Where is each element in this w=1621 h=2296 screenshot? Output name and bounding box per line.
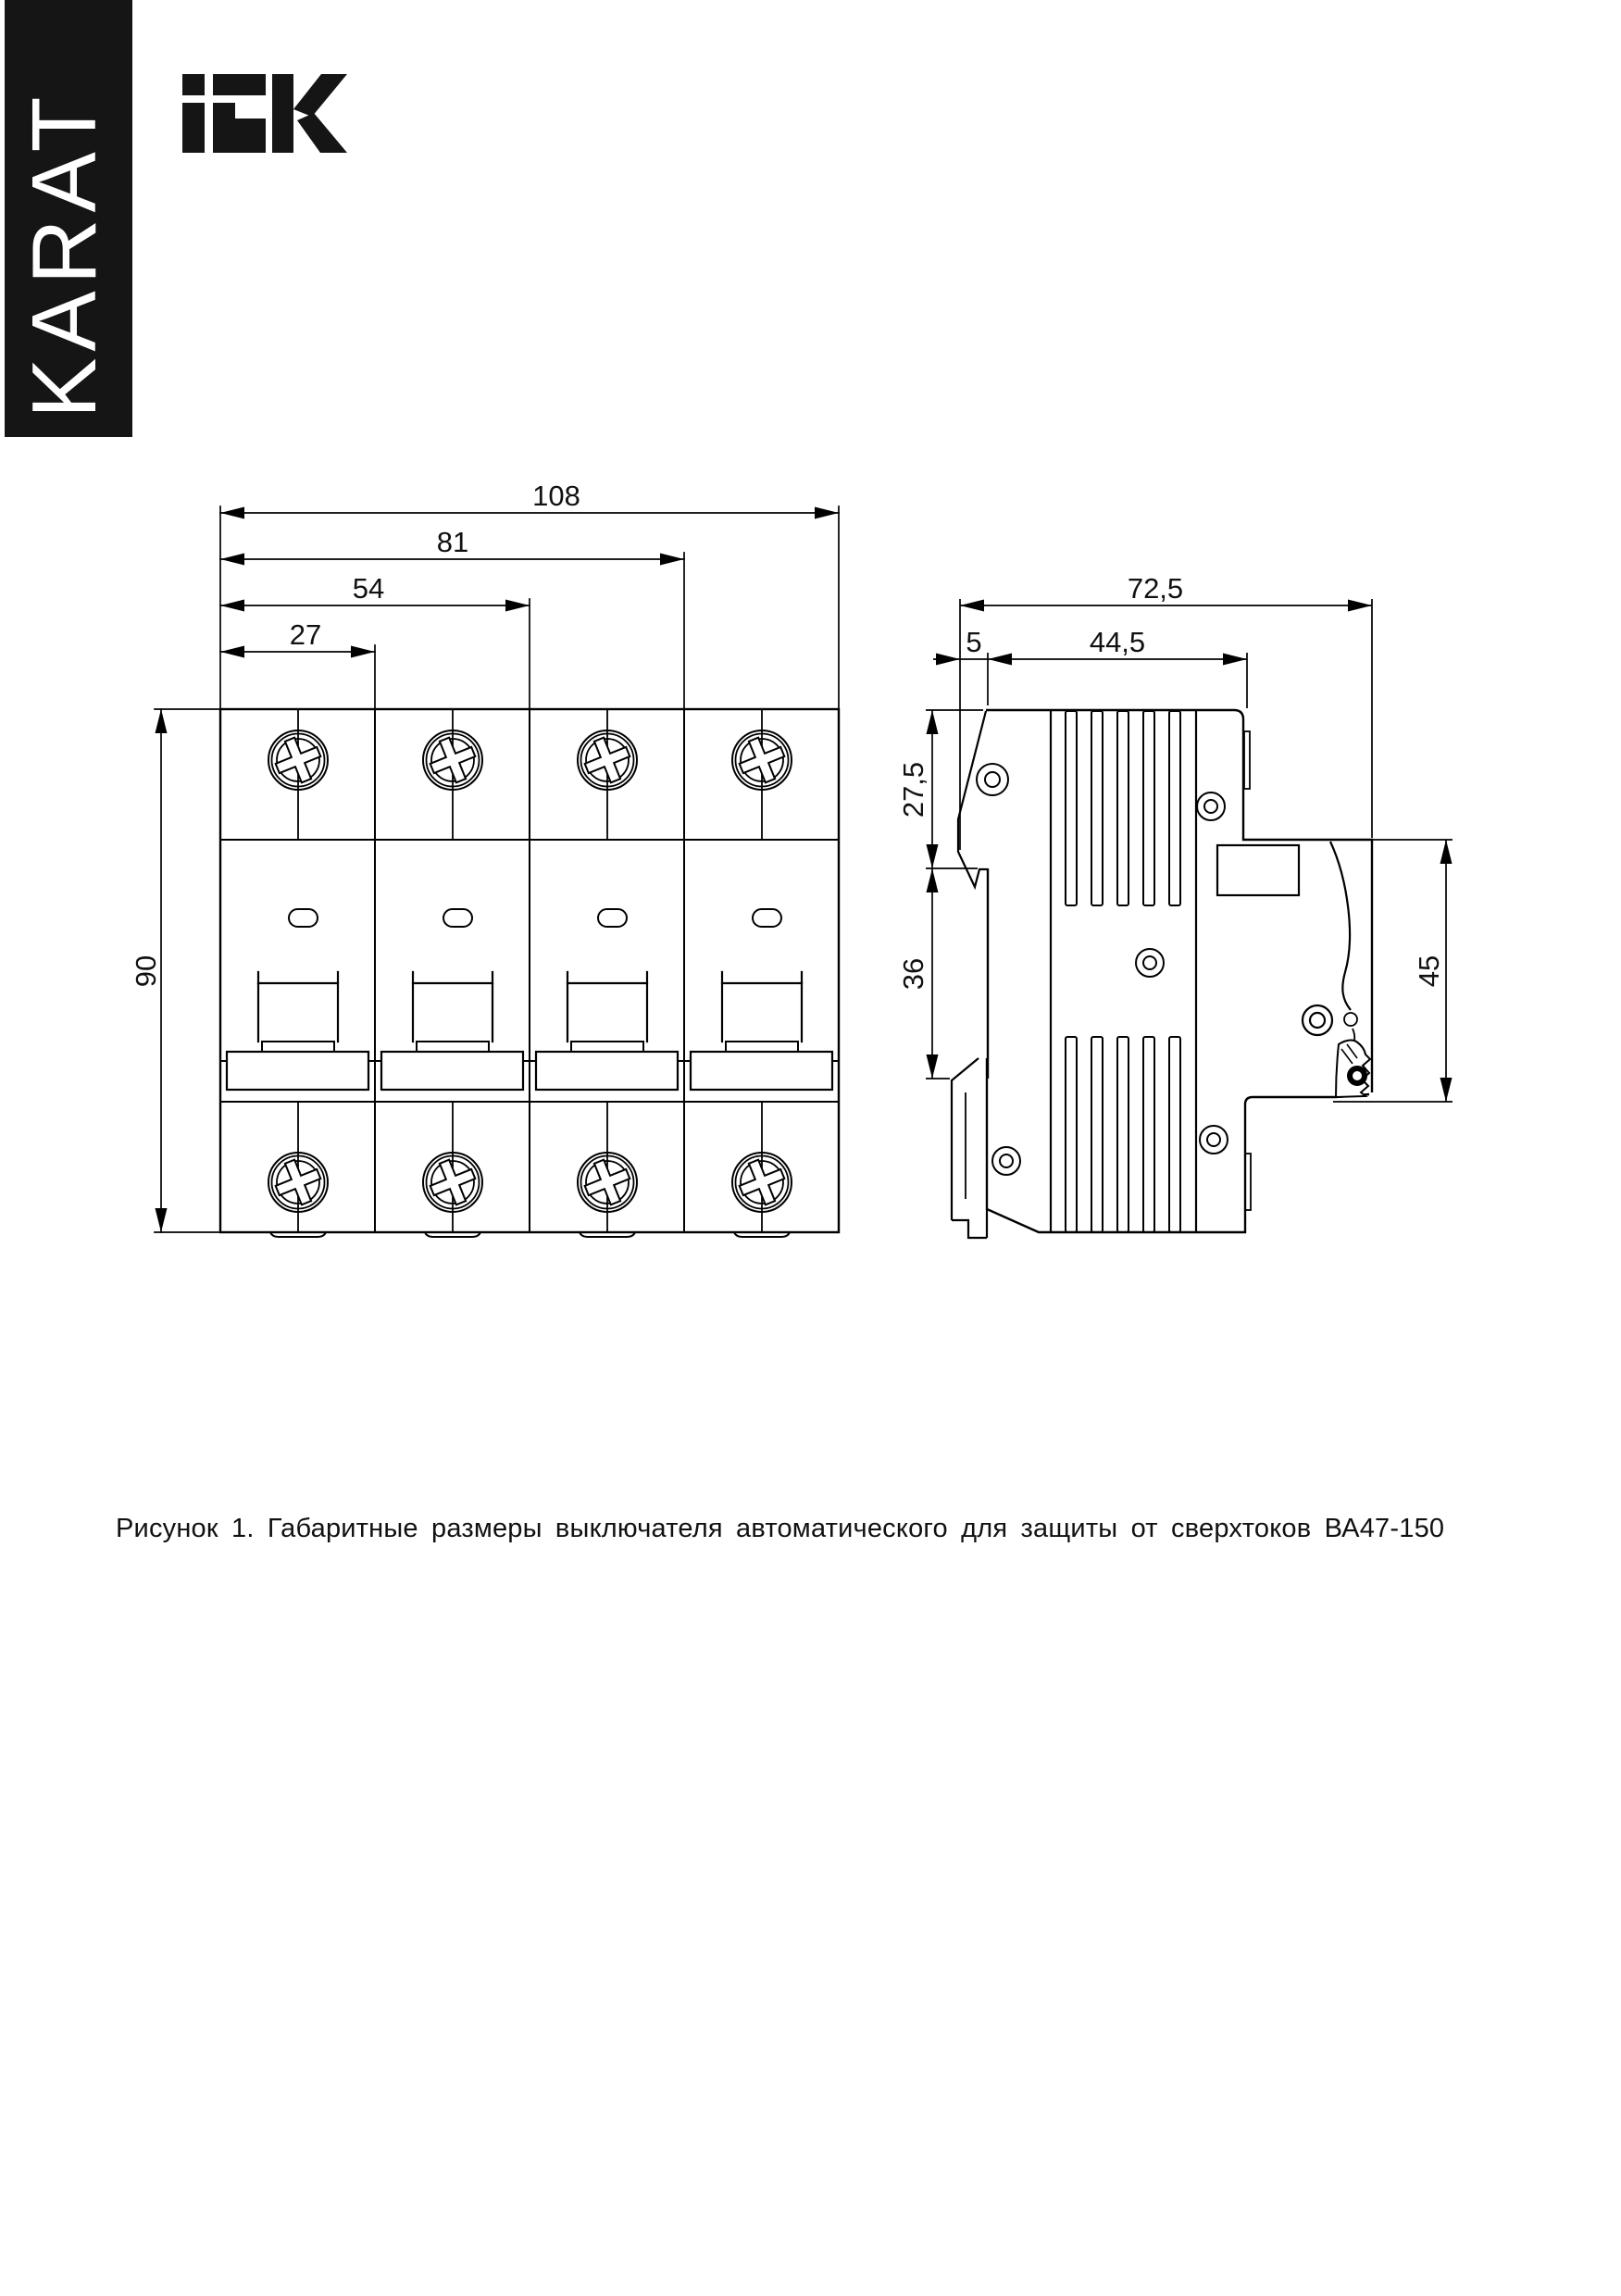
side-view [897, 572, 1453, 1238]
figure-caption: Рисунок 1. Габаритные размеры выключателя автоматического для защиты от сверхтоков ВА47-150 [116, 1514, 1445, 1543]
toggle-handle [1303, 842, 1370, 1097]
dim-total-depth: 72,5 [1127, 572, 1184, 605]
dim-din-zone: 36 [897, 957, 929, 991]
vent-slots [1066, 711, 1180, 1232]
front-view [130, 480, 839, 1237]
dim-body-depth: 44,5 [1089, 626, 1146, 658]
side-label-plate [1217, 845, 1299, 895]
dim-width-27: 27 [289, 618, 322, 651]
dim-total-width: 108 [532, 480, 580, 512]
dim-width-81: 81 [436, 526, 469, 558]
dim-width-54: 54 [352, 572, 385, 605]
dim-front-height: 45 [1413, 955, 1445, 988]
side-view-arrowheads [927, 600, 1453, 1103]
dim-height-90: 90 [130, 955, 162, 988]
brand-name: KARAT [13, 90, 115, 418]
brand-bar [5, 0, 132, 437]
dim-top-to-din: 27,5 [897, 761, 929, 818]
side-view-dimensions [926, 599, 1453, 1102]
iek-logo [182, 74, 347, 153]
dim-din-flange: 5 [966, 626, 982, 658]
